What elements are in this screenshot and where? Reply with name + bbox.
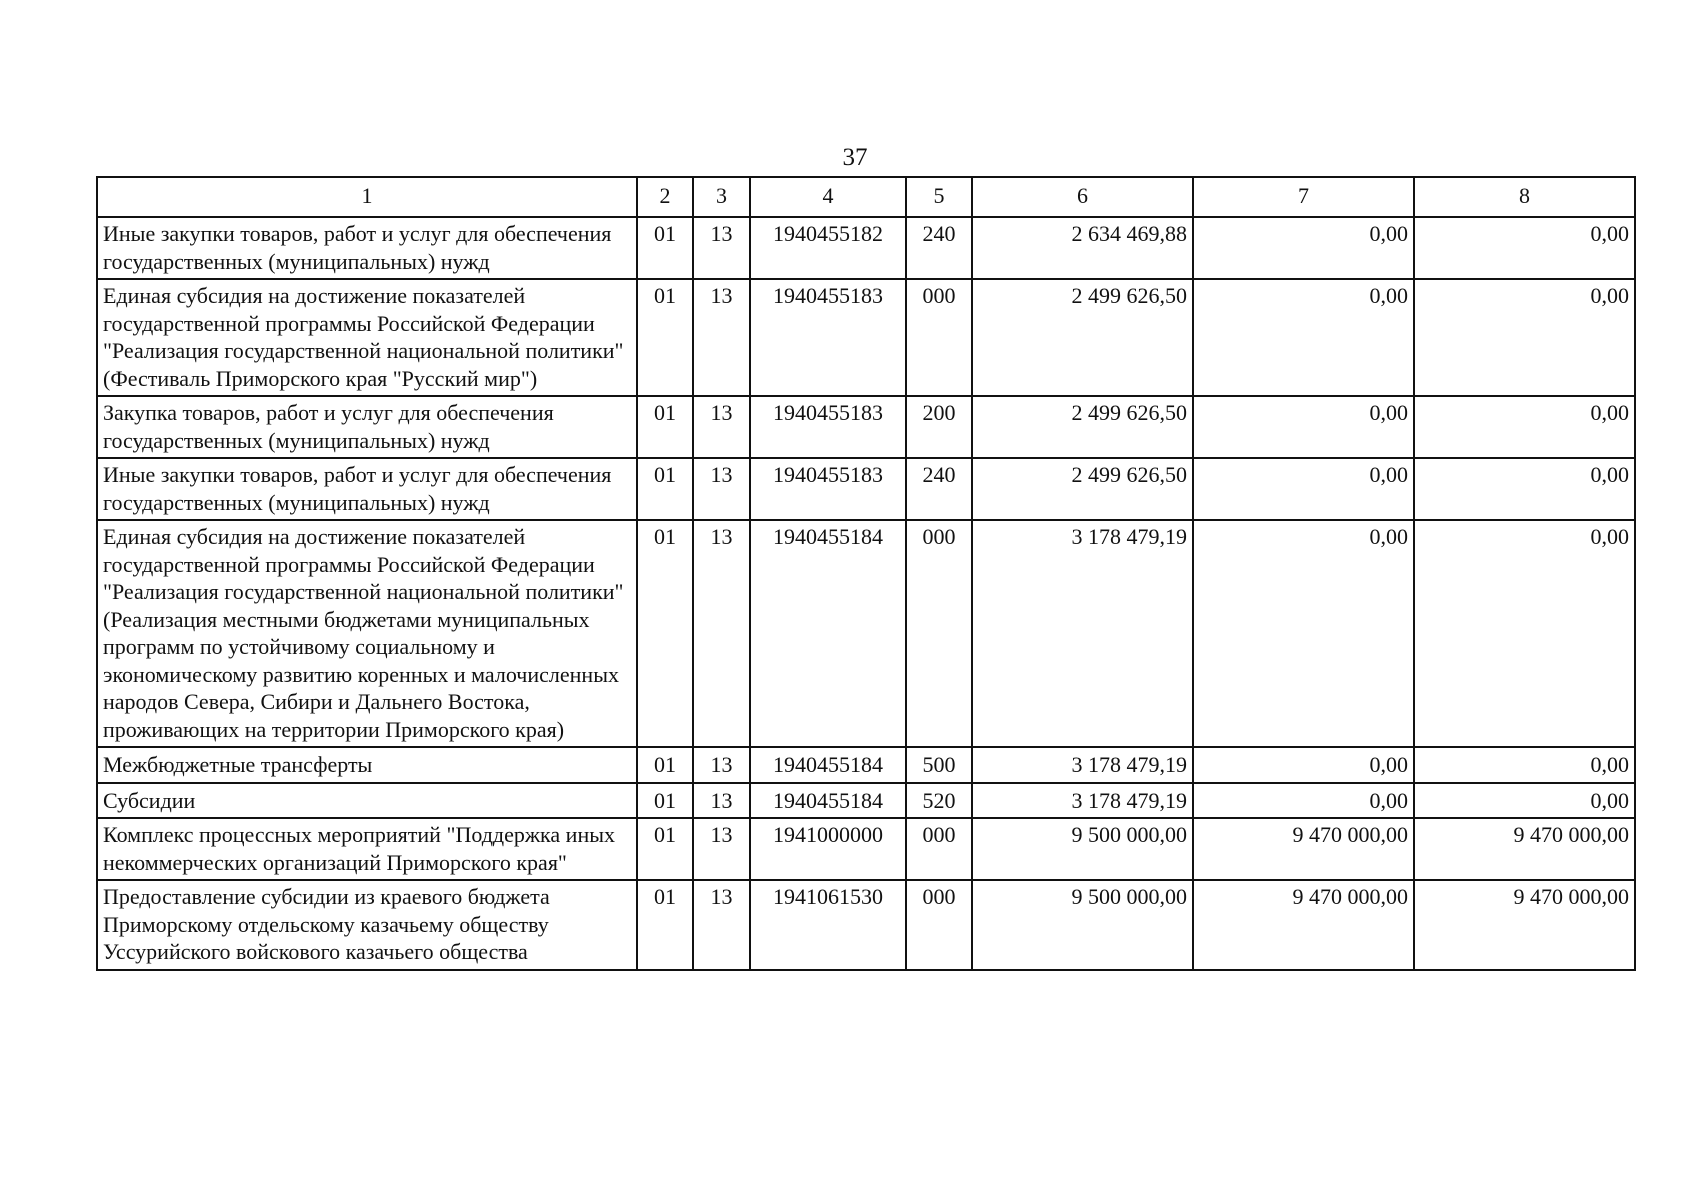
row-subsection: 13	[693, 747, 750, 783]
header-col-6: 6	[972, 177, 1193, 217]
row-target: 1940455183	[750, 279, 906, 396]
row-subsection: 13	[693, 818, 750, 880]
row-amount-6: 2 634 469,88	[972, 217, 1193, 279]
row-amount-7: 0,00	[1193, 783, 1414, 819]
table-row	[97, 880, 1635, 970]
row-target: 1941000000	[750, 818, 906, 880]
row-expense-type: 000	[906, 818, 972, 880]
row-expense-type: 000	[906, 279, 972, 396]
row-section: 01	[637, 818, 693, 880]
row-expense-type: 000	[906, 880, 972, 970]
row-subsection: 13	[693, 520, 750, 747]
row-amount-7: 9 470 000,00	[1193, 880, 1414, 970]
budget-table	[96, 176, 1636, 971]
row-expense-type: 200	[906, 396, 972, 458]
row-amount-8: 0,00	[1414, 279, 1635, 396]
header-col-1: 1	[97, 177, 637, 217]
row-section: 01	[637, 279, 693, 396]
row-target: 1941061530	[750, 880, 906, 970]
row-amount-8: 0,00	[1414, 217, 1635, 279]
header-col-7: 7	[1193, 177, 1414, 217]
row-name: Предоставление субсидии из краевого бюджета Приморскому отдельскому казачьему обществу Уссурийского войскового казачьего общества	[97, 880, 637, 970]
row-expense-type: 000	[906, 520, 972, 747]
row-amount-8: 0,00	[1414, 458, 1635, 520]
table-row	[97, 396, 1635, 458]
row-subsection: 13	[693, 279, 750, 396]
row-amount-6: 9 500 000,00	[972, 818, 1193, 880]
row-amount-7: 0,00	[1193, 520, 1414, 747]
table-row	[97, 747, 1635, 783]
row-section: 01	[637, 880, 693, 970]
table-row	[97, 818, 1635, 880]
header-col-5: 5	[906, 177, 972, 217]
row-amount-8: 9 470 000,00	[1414, 818, 1635, 880]
row-amount-6: 2 499 626,50	[972, 396, 1193, 458]
row-target: 1940455183	[750, 396, 906, 458]
row-amount-8: 0,00	[1414, 783, 1635, 819]
row-target: 1940455184	[750, 520, 906, 747]
row-name: Межбюджетные трансферты	[97, 747, 637, 783]
row-amount-7: 0,00	[1193, 279, 1414, 396]
row-amount-8: 0,00	[1414, 747, 1635, 783]
table-row	[97, 279, 1635, 396]
row-expense-type: 240	[906, 217, 972, 279]
row-amount-7: 0,00	[1193, 396, 1414, 458]
row-target: 1940455183	[750, 458, 906, 520]
table-row	[97, 520, 1635, 747]
row-target: 1940455184	[750, 747, 906, 783]
row-subsection: 13	[693, 217, 750, 279]
table-row	[97, 458, 1635, 520]
table-row	[97, 783, 1635, 819]
row-target: 1940455184	[750, 783, 906, 819]
row-name: Субсидии	[97, 783, 637, 819]
header-col-8: 8	[1414, 177, 1635, 217]
table-body	[97, 217, 1635, 970]
row-section: 01	[637, 458, 693, 520]
row-section: 01	[637, 396, 693, 458]
row-name: Иные закупки товаров, работ и услуг для обеспечения государственных (муниципальных) нужд	[97, 458, 637, 520]
row-amount-6: 2 499 626,50	[972, 279, 1193, 396]
page-number: 37	[842, 144, 868, 171]
row-amount-6: 2 499 626,50	[972, 458, 1193, 520]
row-name: Закупка товаров, работ и услуг для обеспечения государственных (муниципальных) нужд	[97, 396, 637, 458]
header-col-3: 3	[693, 177, 750, 217]
header-row	[97, 177, 1635, 217]
row-amount-6: 9 500 000,00	[972, 880, 1193, 970]
header-col-4: 4	[750, 177, 906, 217]
row-expense-type: 240	[906, 458, 972, 520]
row-name: Иные закупки товаров, работ и услуг для обеспечения государственных (муниципальных) нужд	[97, 217, 637, 279]
row-section: 01	[637, 747, 693, 783]
row-amount-6: 3 178 479,19	[972, 747, 1193, 783]
row-amount-7: 0,00	[1193, 747, 1414, 783]
row-name: Комплекс процессных мероприятий "Поддержка иных некоммерческих организаций Приморского края"	[97, 818, 637, 880]
row-amount-7: 0,00	[1193, 217, 1414, 279]
row-expense-type: 500	[906, 747, 972, 783]
row-subsection: 13	[693, 880, 750, 970]
row-section: 01	[637, 520, 693, 747]
row-amount-7: 0,00	[1193, 458, 1414, 520]
row-amount-8: 0,00	[1414, 520, 1635, 747]
table-row	[97, 217, 1635, 279]
row-amount-8: 0,00	[1414, 396, 1635, 458]
row-target: 1940455182	[750, 217, 906, 279]
row-section: 01	[637, 217, 693, 279]
row-subsection: 13	[693, 458, 750, 520]
row-amount-8: 9 470 000,00	[1414, 880, 1635, 970]
header-col-2: 2	[637, 177, 693, 217]
row-amount-6: 3 178 479,19	[972, 520, 1193, 747]
row-name: Единая субсидия на достижение показателей государственной программы Российской Федерации "Реализация государственной национальной политики" (Фестиваль Приморского края "Русский мир")	[97, 279, 637, 396]
table-header	[97, 177, 1635, 217]
row-expense-type: 520	[906, 783, 972, 819]
row-amount-7: 9 470 000,00	[1193, 818, 1414, 880]
row-subsection: 13	[693, 783, 750, 819]
row-amount-6: 3 178 479,19	[972, 783, 1193, 819]
row-name: Единая субсидия на достижение показателей государственной программы Российской Федерации "Реализация государственной национальной политики" (Реализация местными бюджетами муниципальных программ по устойчивому социальному и экономическому развитию коренных и малочисленных народов Севера, Сибири и Дальнего Востока, проживающих на территории Приморского края)	[97, 520, 637, 747]
row-section: 01	[637, 783, 693, 819]
row-subsection: 13	[693, 396, 750, 458]
